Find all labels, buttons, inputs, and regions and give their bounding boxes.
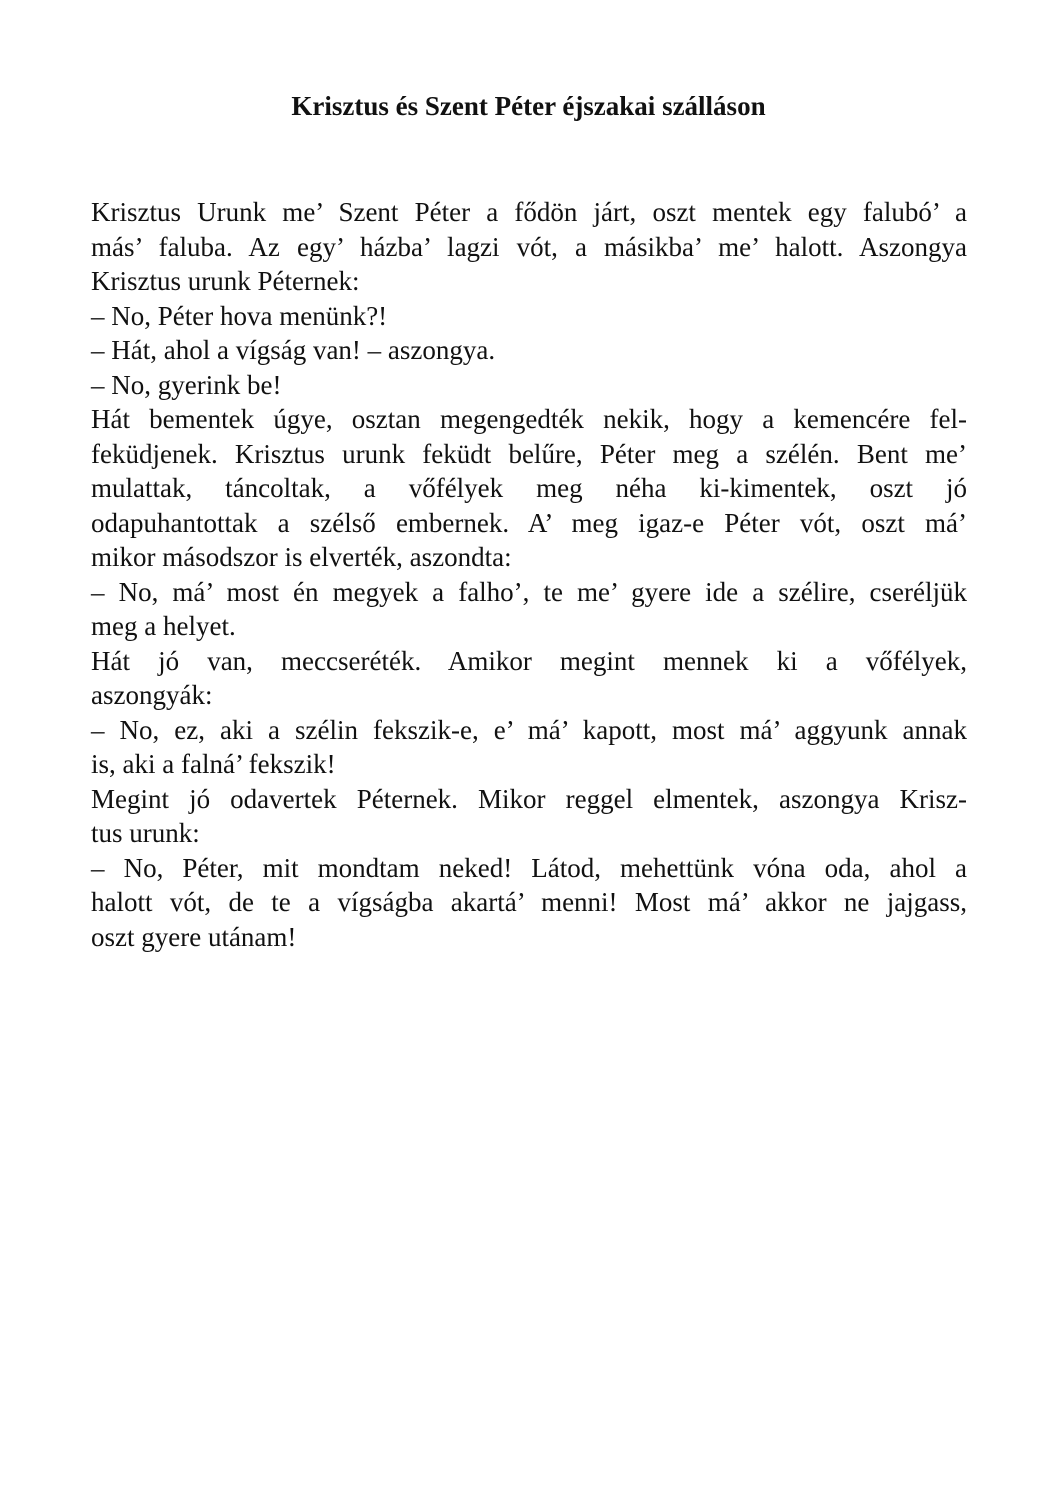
text-line: oszt gyere utánam! bbox=[91, 921, 297, 952]
text-line: mikor másodszor is elverték, aszondta: bbox=[91, 542, 512, 572]
text-line: odapuhantottak a szélső embernek. A’ meg igaz-e Péter vót, oszt má’ bbox=[91, 507, 967, 538]
text-line: tus urunk: bbox=[91, 818, 200, 848]
text-line: Krisztus Urunk me’ Szent Péter a fődön járt, oszt mentek egy falubó’ a bbox=[91, 197, 967, 227]
text-line: Krisztus urunk Péternek: bbox=[91, 266, 360, 296]
text-line: – No, má’ most én megyek a falho’, te me’ gyere ide a szélire, cseréljük bbox=[91, 576, 967, 607]
text-line: meg a helyet. bbox=[91, 611, 236, 641]
text-line: feküdjenek. Krisztus urunk feküdt belűre, Péter meg a szélén. Bent me’ bbox=[91, 438, 967, 469]
text-line: – No, Péter hova menünk?! bbox=[91, 300, 388, 331]
text-line: aszongyák: bbox=[91, 680, 213, 710]
text-line: mulattak, táncoltak, a vőfélyek meg néha ki-kimentek, oszt jó bbox=[91, 473, 967, 503]
story-body bbox=[91, 195, 967, 954]
text-line: halott vót, de te a vígságba akartá’ menni! Most má’ akkor ne jajgass, bbox=[91, 887, 967, 917]
text-line: – Hát, ahol a vígság van! – aszongya. bbox=[91, 335, 496, 365]
text-line: – No, gyerink be! bbox=[91, 369, 282, 400]
text-line: Hát jó van, meccseréték. Amikor megint mennek ki a vőfélyek, bbox=[91, 645, 967, 676]
text-line: Megint jó odavertek Péternek. Mikor reggel elmentek, aszongya Krisz- bbox=[91, 783, 967, 814]
text-line: Hát bementek úgye, osztan megengedték nekik, hogy a kemencére fel- bbox=[91, 404, 967, 434]
page-title: Krisztus és Szent Péter éjszakai szálláson bbox=[291, 91, 766, 121]
text-line: – No, Péter, mit mondtam neked! Látod, mehettünk vóna oda, ahol a bbox=[91, 852, 967, 883]
text-line: is, aki a falná’ fekszik! bbox=[91, 749, 336, 779]
text-line: más’ faluba. Az egy’ házba’ lagzi vót, a másikba’ me’ halott. Aszongya bbox=[91, 231, 967, 262]
text-line: – No, ez, aki a szélin fekszik-e, e’ má’ kapott, most má’ aggyunk annak bbox=[91, 714, 967, 745]
